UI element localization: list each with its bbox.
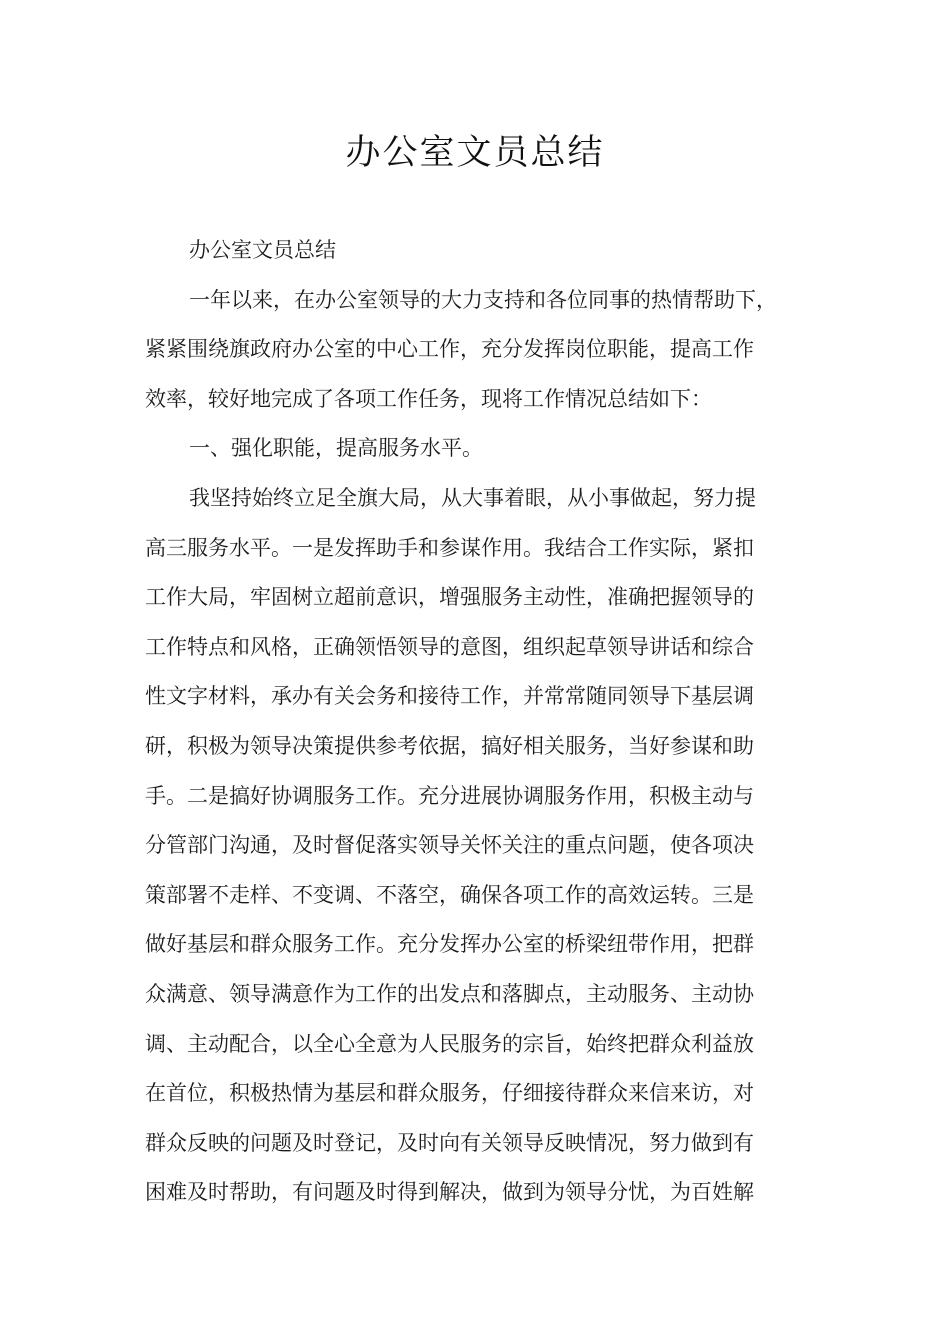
text-line: 在首位，积极热情为基层和群众服务，仔细接待群众来信来访，对 [145,1081,754,1106]
paragraph-section-body [145,474,815,1218]
text-line: 众满意、领导满意作为工作的出发点和落脚点，主动服务、主动协 [145,981,754,1006]
paragraph-intro [145,276,815,425]
text-line: 一、强化职能，提高服务水平。 [189,436,483,461]
paragraph-subtitle [145,226,815,276]
text-line: 工作特点和风格，正确领悟领导的意图，组织起草领导讲话和综合 [145,634,754,659]
paragraph-section-heading [145,424,815,474]
document-title: 办公室文员总结 [345,133,605,173]
text-line: 困难及时帮助，有问题及时得到解决，做到为领导分忧，为百姓解 [145,1180,754,1205]
text-line: 性文字材料，承办有关会务和接待工作，并常常随同领导下基层调 [145,684,754,709]
text-line: 分管部门沟通，及时督促落实领导关怀关注的重点问题，使各项决 [145,833,754,858]
text-line: 高三服务水平。一是发挥助手和参谋作用。我结合工作实际，紧扣 [145,535,754,560]
text-line: 做好基层和群众服务工作。充分发挥办公室的桥梁纽带作用，把群 [145,932,754,957]
text-line: 手。二是搞好协调服务工作。充分进展协调服务作用，积极主动与 [145,783,754,808]
text-line: 群众反映的问题及时登记，及时向有关领导反映情况，努力做到有 [145,1130,754,1155]
text-line: 我坚持始终立足全旗大局，从大事着眼，从小事做起，努力提 [189,485,756,510]
text-line: 一年以来，在办公室领导的大力支持和各位同事的热情帮助下， [189,287,777,312]
text-line: 工作大局，牢固树立超前意识，增强服务主动性，准确把握领导的 [145,585,754,610]
text-line: 策部署不走样、不变调、不落空，确保各项工作的高效运转。三是 [145,882,754,907]
text-line: 办公室文员总结 [189,238,336,262]
text-line: 紧紧围绕旗政府办公室的中心工作，充分发挥岗位职能，提高工作 [145,337,754,362]
text-line: 效率，较好地完成了各项工作任务，现将工作情况总结如下： [145,386,712,411]
text-line: 研，积极为领导决策提供参考依据，搞好相关服务，当好参谋和助 [145,733,754,758]
document-body [145,226,815,1218]
text-line: 调、主动配合，以全心全意为人民服务的宗旨，始终把群众利益放 [145,1031,754,1056]
